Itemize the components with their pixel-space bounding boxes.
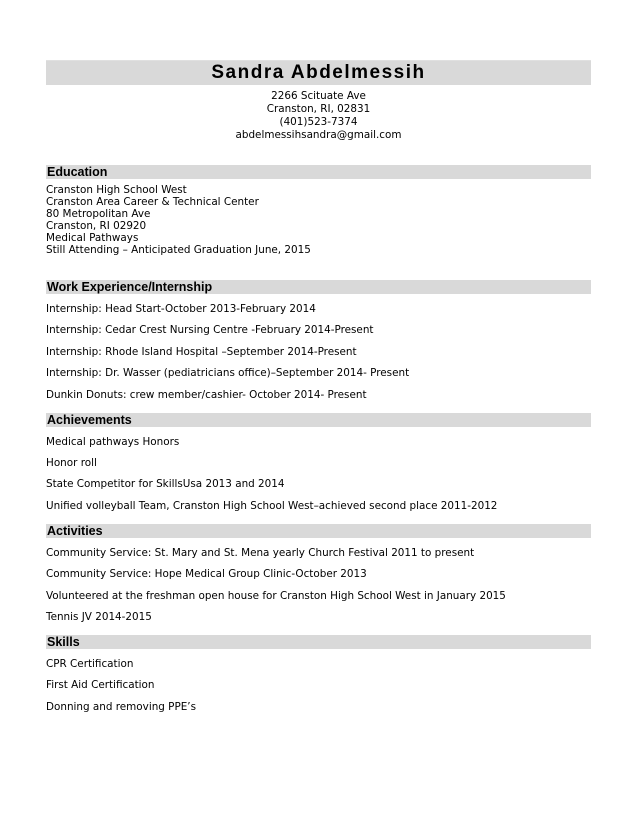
phone-number: (401)523-7374 (279, 116, 358, 128)
education-heading: Education (46, 165, 591, 179)
activities-heading: Activities (46, 524, 591, 538)
skill-item: Donning and removing PPE’s (46, 700, 196, 713)
resume-page (46, 60, 591, 722)
address-line-2: Cranston, RI, 02831 (266, 103, 371, 115)
activity-item: Community Service: St. Mary and St. Mena yearly Church Festival 2011 to present (46, 546, 475, 559)
education-line: 80 Metropolitan Ave (46, 208, 151, 220)
skill-item: First Aid Certification (46, 679, 155, 692)
address-line-1: 2266 Scituate Ave (271, 90, 366, 102)
achievement-item: Medical pathways Honors (46, 435, 180, 448)
work-item: Internship: Rhode Island Hospital –September 2014-Present (46, 345, 357, 358)
email-address: abdelmessihsandra@gmail.com (235, 129, 402, 141)
achievement-item: State Competitor for SkillsUsa 2013 and 2014 (46, 478, 285, 491)
activity-item: Volunteered at the freshman open house for Cranston High School West in January 2015 (46, 589, 506, 602)
achievements-section (46, 436, 591, 512)
activities-section (46, 547, 591, 623)
achievements-heading: Achievements (46, 413, 591, 427)
work-experience-heading: Work Experience/Internship (46, 280, 591, 294)
education-line: Still Attending – Anticipated Graduation June, 2015 (46, 244, 311, 256)
activity-item: Tennis JV 2014-2015 (46, 610, 152, 623)
education-line: Cranston, RI 02920 (46, 220, 147, 232)
work-item: Internship: Dr. Wasser (pediatricians office)–September 2014- Present (46, 367, 410, 380)
activity-item: Community Service: Hope Medical Group Clinic-October 2013 (46, 568, 367, 581)
work-item: Internship: Cedar Crest Nursing Centre -February 2014-Present (46, 324, 374, 337)
achievement-item: Honor roll (46, 456, 97, 469)
name-heading: Sandra Abdelmessih (46, 60, 591, 85)
skills-heading: Skills (46, 635, 591, 649)
achievement-item: Unified volleyball Team, Cranston High School West–achieved second place 2011-2012 (46, 499, 498, 512)
skill-item: CPR Certification (46, 657, 134, 670)
contact-block (46, 90, 591, 142)
education-line: Cranston High School West (46, 184, 187, 196)
education-line: Cranston Area Career & Technical Center (46, 196, 259, 208)
work-item: Dunkin Donuts: crew member/cashier- October 2014- Present (46, 388, 367, 401)
work-experience-section (46, 303, 591, 401)
education-line: Medical Pathways (46, 232, 139, 244)
work-item: Internship: Head Start-October 2013-February 2014 (46, 303, 316, 315)
education-section (46, 184, 591, 256)
skills-section (46, 658, 591, 713)
